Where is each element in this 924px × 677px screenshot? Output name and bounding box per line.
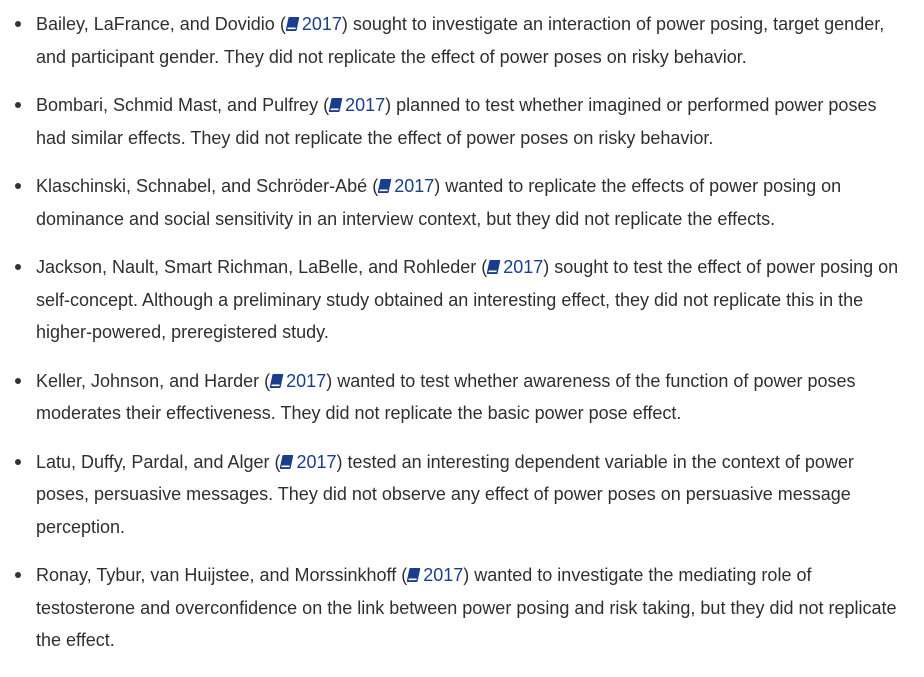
citation-year: 2017: [394, 176, 435, 196]
book-icon: [407, 568, 421, 582]
citation-year: 2017: [423, 565, 464, 585]
citation-link[interactable]: [407, 565, 463, 585]
item-text: tested an interesting dependent variable in the context of power poses, persuasive messages. They did not observe any effect of power poses on persuasive message perception.: [36, 451, 854, 537]
authors: Bombari, Schmid Mast, and Pulfrey: [36, 95, 319, 115]
item-text: wanted to test whether awareness of the function of power poses moderates their effectiveness. They did not replicate the basic power pose effect.: [36, 370, 856, 423]
authors: Keller, Johnson, and Harder: [36, 370, 260, 391]
book-icon: [285, 17, 299, 31]
item-text: planned to test whether imagined or performed power poses had similar effects. They did not replicate the effect of power poses on risky behavior.: [36, 95, 877, 148]
list-item: Bailey, LaFrance, and Dovidio ( 2017) sought to investigate an interaction of power posing, target gender, and participant gender. They did not replicate the effect of power poses on risky behavior.: [36, 8, 904, 73]
item-text: sought to test the effect of power posing on self-concept. Although a preliminary study obtained an interesting effect, they did not replicate this in the higher-powered, preregistered study.: [36, 257, 899, 342]
book-icon: [280, 455, 294, 469]
authors: Latu, Duffy, Pardal, and Alger: [36, 451, 270, 472]
item-text: sought to investigate an interaction of power posing, target gender, and participant gender. They did not replicate the effect of power poses on risky behavior.: [36, 14, 885, 67]
citation-year: 2017: [296, 451, 337, 472]
authors: Klaschinski, Schnabel, and Schröder-Abé: [36, 176, 368, 196]
item-text: wanted to replicate the effects of power posing on dominance and social sensitivity in an interview context, but they did not replicate the effects.: [36, 176, 842, 229]
citation-year: 2017: [286, 370, 327, 391]
citation-link[interactable]: [378, 176, 434, 196]
citation-link[interactable]: [270, 371, 326, 391]
list-item: Bombari, Schmid Mast, and Pulfrey ( 2017) planned to test whether imagined or performed power poses had similar effects. They did not replicate the effect of power poses on risky behavior.: [36, 89, 904, 154]
citation-link[interactable]: [329, 95, 385, 115]
citation-year: 2017: [503, 257, 544, 277]
citation-link[interactable]: [286, 14, 342, 34]
authors: Jackson, Nault, Smart Richman, LaBelle, and Rohleder: [36, 257, 477, 277]
list-item: Keller, Johnson, and Harder ( 2017) wanted to test whether awareness of the function of power poses moderates their effectiveness. They did not replicate the basic power pose effect.: [36, 365, 904, 430]
book-icon: [270, 374, 284, 388]
list-item: Klaschinski, Schnabel, and Schröder-Abé ( 2017) wanted to replicate the effects of power posing on dominance and social sensitivity in an interview context, but they did not replicate the effects.: [36, 170, 904, 235]
list-item: Jackson, Nault, Smart Richman, LaBelle, and Rohleder ( 2017) sought to test the effect of power posing on self-concept. Although a preliminary study obtained an interesting effect, they did not replicate this in the higher-powered, preregistered study.: [36, 251, 904, 349]
citation-link[interactable]: [280, 452, 336, 472]
authors: Ronay, Tybur, van Huijstee, and Morssinkhoff: [36, 565, 397, 585]
citation-year: 2017: [345, 95, 386, 115]
list-item: Latu, Duffy, Pardal, and Alger ( 2017) tested an interesting dependent variable in the context of power poses, persuasive messages. They did not observe any effect of power poses on persuasive message perception.: [36, 446, 904, 544]
authors: Bailey, LaFrance, and Dovidio: [36, 14, 275, 34]
citation-link[interactable]: [487, 257, 543, 277]
list-item: Ronay, Tybur, van Huijstee, and Morssinkhoff ( 2017) wanted to investigate the mediating role of testosterone and overconfidence on the link between power posing and risk taking, but they did not replicate the effect.: [36, 559, 904, 657]
book-icon: [378, 179, 392, 193]
citation-year: 2017: [301, 14, 342, 34]
book-icon: [487, 260, 501, 274]
item-text: wanted to investigate the mediating role of testosterone and overconfidence on the link between power posing and risk taking, but they did not replicate the effect.: [36, 565, 897, 650]
book-icon: [329, 98, 343, 112]
